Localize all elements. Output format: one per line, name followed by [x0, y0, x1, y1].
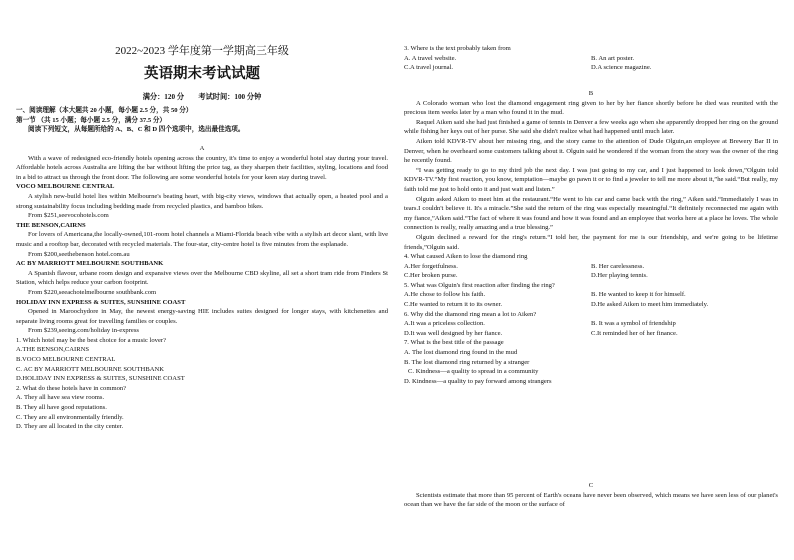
hotel4-desc: Opened in Maroochydore in May, the newest energy-saving HIE includes suites designed for longer stays, with kitchenettes and separate living rooms great for travelling families or couples. — [16, 308, 388, 325]
hotel2-price: From $200,seethebenson hotel.com.au — [28, 250, 130, 258]
question-6-option-b: B. It was a symbol of friendship — [591, 320, 676, 328]
part1-heading: 一、阅读理解（本大题共 20 小题，每小题 2.5 分，共 50 分） — [16, 107, 193, 114]
passage-b-p5: Olguin asked Aiken to meet him at the restaurant.“He went to his car and came back with the ring,” Aiken said.“Immediately I was in tears.I couldn't believe it. It's a miracle.”She said the return of the ring was especially meaningful.“It definitely reconnected me again with my fiance,”Aiken said.“The fact of where it was found and how it was found and an employee that works here at a place he loves. The whole connection is really, really amazing and a true blessing.” — [404, 195, 778, 232]
question-2-option-d: D. They are all located in the city center. — [16, 423, 124, 431]
question-4-option-d: D.Her playing tennis. — [591, 272, 648, 280]
hotel3-desc: A Spanish flavour, urbane room design and expansive views over the Melbourne CBD skyline, all set a short tram ride from Finders St Station, which helps reduce your carbon footprint. — [16, 269, 388, 287]
question-4-option-b: B. Her carelessness. — [591, 262, 645, 270]
question-3-block — [404, 44, 778, 73]
question-4-option-a: A.Her forgetfulness. — [404, 262, 458, 270]
passage-b-p6: Olguin declined a reward for the ring's return.“I told her, the payment for me is our friendship, and we're going to be lifetime friends,”Olguin said. — [404, 233, 778, 251]
question-5-options — [404, 290, 778, 309]
hotel3-price: From $220,seeachotelmelbourne southbank.com — [28, 288, 157, 296]
question-2-option-a: A. They all have sea view rooms. — [16, 394, 105, 402]
hotel1-price: From $251,seevocohotels.com — [28, 212, 109, 220]
question-7-option-a: A. The lost diamond ring found in the mud — [404, 349, 518, 357]
question-5-option-a: A.He chose to follow his faith. — [404, 291, 486, 299]
question-7-option-d: D. Kindness—a quality to pay forward among strangers — [404, 377, 552, 385]
part1-intro — [16, 106, 388, 135]
passage-b-p1: A Colorado woman who lost the diamond engagement ring given to her by her fiance shortly before he died was reunited with the precious item weeks later by a man who found it in the mud. — [404, 99, 778, 117]
question-3-option-a: A. A travel website. — [404, 54, 457, 62]
passage-a-letter: A — [199, 145, 205, 152]
question-1-option-d: D.HOLIDAY INN EXPRESS & SUITES, SUNSHINE COAST — [16, 375, 185, 383]
passage-a-intro: With a wave of redesigned eco-friendly hotels opening across the country, it's time to enjoy a wonderful hotel stay during your travel. Affordable hotels across Australia are lifting the bar without lifting the price tag, as they sharpen their facilities, styling, locations and food in a bid to attract us through the front door. The following are some wonderful hotels for your keen stay during travel. — [16, 154, 388, 181]
passage-b-p3: Aiken told KDVR-TV about her missing ring, and the story came to the attention of Dude Olguin,an employee at Brewery Bar II in Denver, when he overheard some customers talking about it. Olguin said he wondered if the woman from the story was the owner of the ring he recently found. — [404, 137, 778, 165]
time-label: 考试时间：100 分钟 — [198, 93, 262, 101]
hotel2-name: THE BENSON,CAIRNS — [16, 221, 86, 229]
hotel1-name: VOCO MELBOURNE CENTRAL — [16, 183, 115, 191]
passage-b-p4: “I was getting ready to go to my third job the next day. I was just going to my car, and I just happened to look down,”Olguin told KDVR-TV.“My first reaction, you know, temptation—maybe go pawn it or to find a jeweler to tell me more about it,”he said.“But really, my faith told me just to hold onto it and just wait and listen.” — [404, 166, 778, 193]
passage-b — [404, 89, 778, 386]
question-6-option-c: D.It was well designed by her fiance. — [404, 329, 503, 337]
question-2: 2. What do these hotels have in common? — [16, 384, 127, 392]
instruction: 阅读下列短文，从每题所给的 A、B、C 和 D 四个选项中，选出最佳选项。 — [28, 126, 245, 134]
hotel4-price: From $239,seeing.com/holiday in-express — [28, 327, 139, 335]
question-3-option-d: D.A science magazine. — [591, 64, 652, 72]
question-5-option-c: C.He wanted to return it to its owner. — [404, 301, 502, 309]
hotel1-desc: A stylish new-build hotel lies within Melbourne's beating heart, with big-city views, windows that actually open, a heated pool and a strong sustainability focus including bedding made from recycled plastics, and bamboo bikes. — [16, 192, 388, 210]
question-4-options — [404, 262, 778, 281]
hotel2-desc: For lovers of Americana,the locally-owned,101-room hotel channels a Miami-Florida beach vibe with a stylish art decor slant, with live music and a rooftop bar, decorated with recycled materials. The four-star, city-centre hotel is five minutes from the esplanade. — [16, 231, 388, 248]
question-5-option-d: D.He asked Aiken to meet him immediately. — [591, 301, 709, 309]
question-6: 6. Why did the diamond ring mean a lot to Aiken? — [404, 310, 537, 318]
exam-meta — [16, 93, 388, 103]
question-1: 1. Which hotel may be the best choice for a music lover? — [16, 336, 167, 344]
question-6-options — [404, 319, 778, 338]
question-3-option-b: B. An art poster. — [591, 54, 635, 62]
passage-c-p1: Scientists estimate that more than 95 percent of Earth's oceans have never been observed, which means we have seen less of our planet's ocean than we have the far side of the moon or the surface of — [404, 491, 778, 509]
question-7-option-c: C. Kindness—a quality to spread in a community — [408, 368, 539, 376]
question-4-option-c: C.Her broken purse. — [404, 272, 458, 280]
question-3-option-c: C.A travel journal. — [404, 64, 454, 72]
question-1-option-a: A.THE BENSON,CAIRNS — [16, 346, 90, 354]
question-1-option-b: B.VOCO MELBOURNE CENTRAL — [16, 356, 116, 364]
question-1-option-c: C. AC BY MARRIOTT MELBOURNE SOUTHBANK — [16, 365, 165, 373]
question-2-option-c: C. They are all environmentally friendly. — [16, 413, 124, 421]
question-6-option-a: A.It was a priceless collection. — [404, 320, 485, 328]
passage-c-letter: C — [588, 482, 594, 489]
passage-a — [16, 144, 388, 432]
passage-b-p2: Raquel Aiken said she had just finished a game of tennis in Denver a few weeks ago when she apparently dropped her ring on the ground while fishing her keys out of her purse. She said she didn't realize what had happened until much later. — [404, 118, 779, 136]
question-7-option-b: B. The lost diamond ring returned by a stranger — [404, 358, 530, 366]
passage-c — [404, 481, 778, 510]
hotel3-name: AC BY MARRIOTT MELBOURNE SOUTHBANK — [16, 260, 164, 268]
question-6-option-d: C.It reminded her of her finance. — [591, 329, 678, 337]
section1-heading: 第一节 （共 15 小题；每小题 2.5 分，满分 37.5 分） — [16, 116, 167, 124]
question-3-options — [404, 54, 778, 73]
question-5: 5. What was Olguin's first reaction after finding the ring? — [404, 281, 555, 289]
hotel4-name: HOLIDAY INN EXPRESS & SUITES, SUNSHINE COAST — [16, 298, 186, 306]
question-4: 4. What caused Aiken to lose the diamond ring — [404, 253, 528, 261]
year-title: 2022~2023 学年度第一学期高三年级 — [115, 45, 289, 57]
question-2-option-b: B. They all have good reputations. — [16, 404, 107, 412]
exam-title: 英语期末考试试题 — [144, 66, 260, 82]
passage-b-letter: B — [588, 90, 594, 97]
question-5-option-b: B. He wanted to keep it for himself. — [591, 291, 686, 299]
score-label: 满分：120 分 — [142, 93, 185, 101]
question-3: 3. Where is the text probably taken from — [404, 45, 511, 52]
question-7: 7. What is the best title of the passage — [404, 339, 504, 347]
